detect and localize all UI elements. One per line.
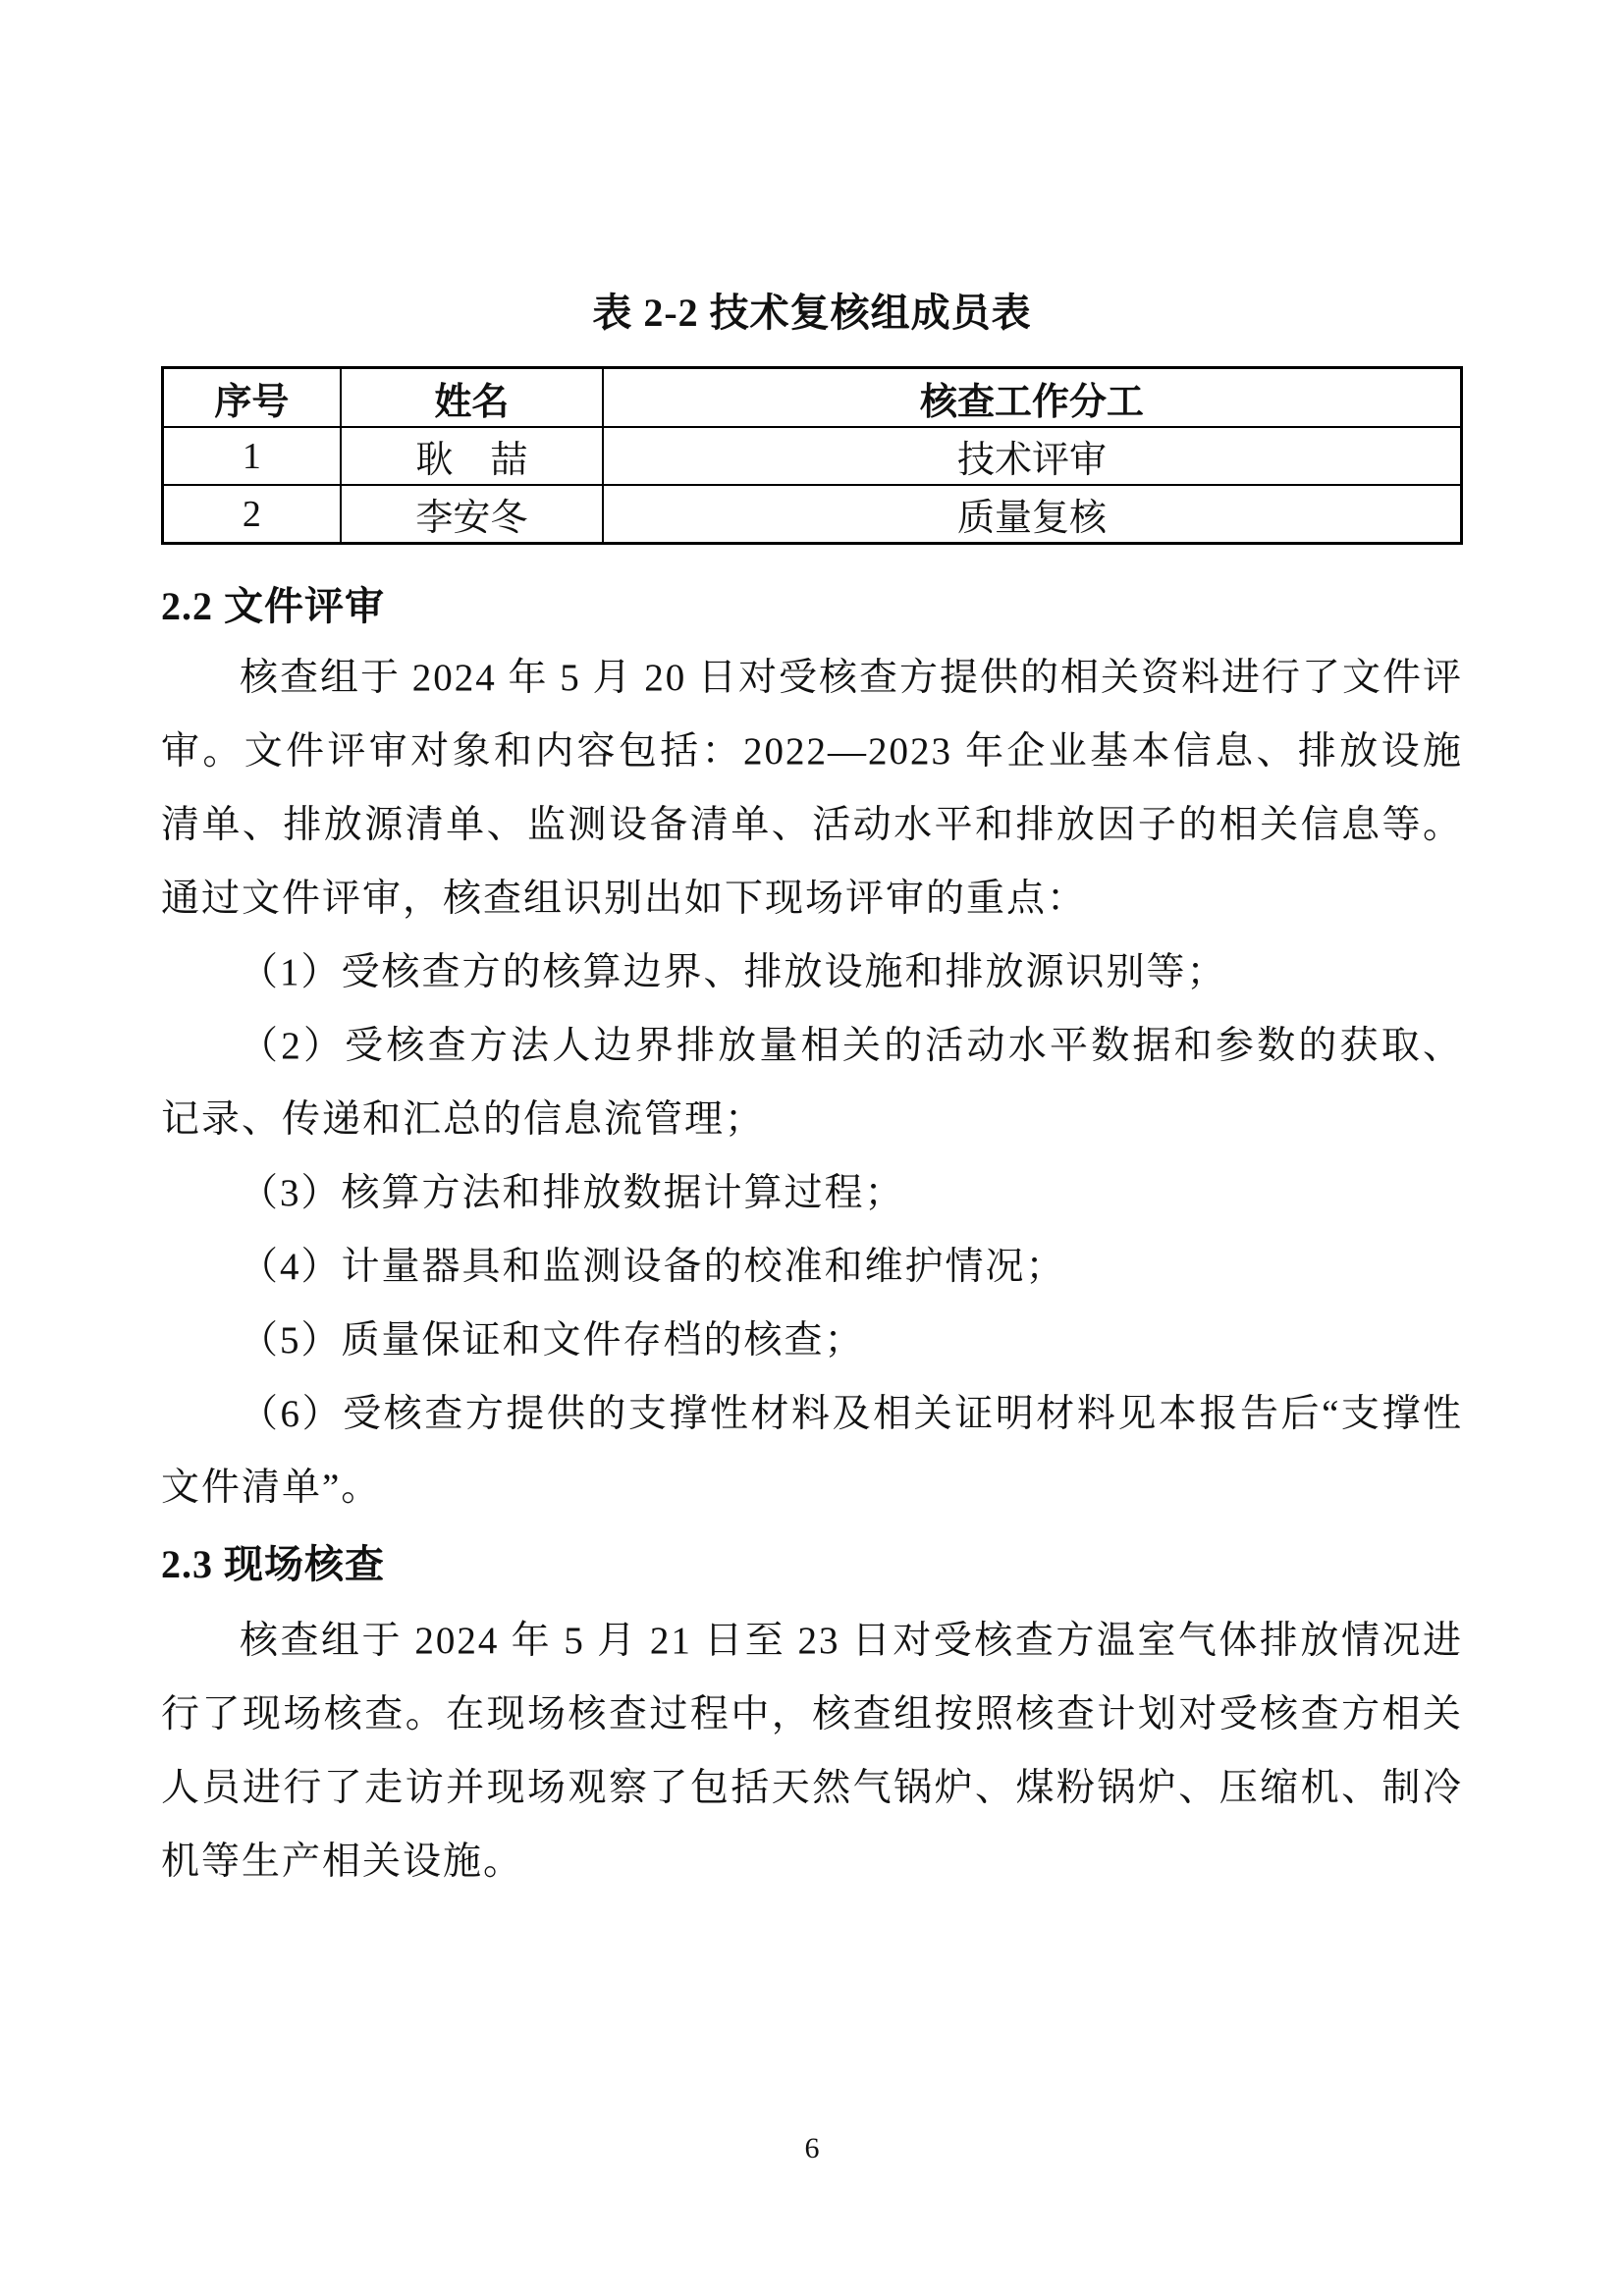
table-row — [163, 427, 1462, 485]
header-cell-duty: 核查工作分工 — [603, 368, 1462, 428]
list-item-5: （5）质量保证和文件存档的核查； — [240, 1319, 865, 1362]
list-item-2: （2）受核查方法人边界排放量相关的活动水平数据和参数的获取、记录、传递和汇总的信息流管理； — [161, 1025, 1463, 1141]
table-title: 表 2-2 技术复核组成员表 — [592, 291, 1032, 335]
list-item-3: （3）核算方法和排放数据计算过程； — [240, 1172, 905, 1214]
list-item-4: （4）计量器具和监测设备的校准和维护情况； — [240, 1246, 1066, 1288]
header-cell-name: 姓名 — [341, 368, 603, 428]
cell-number: 1 — [163, 427, 341, 485]
list-item-6: （6）受核查方提供的支撑性材料及相关证明材料见本报告后“支撑性文件清单”。 — [161, 1393, 1463, 1509]
section-heading-site-verification: 2.3 现场核查 — [161, 1542, 385, 1586]
cell-name: 李安冬 — [341, 485, 603, 544]
cell-duty: 技术评审 — [603, 427, 1462, 485]
table-row — [163, 485, 1462, 544]
header-cell-number: 序号 — [163, 368, 341, 428]
cell-number: 2 — [163, 485, 341, 544]
cell-name: 耿 喆 — [341, 427, 603, 485]
page-number: 6 — [804, 2132, 820, 2164]
site-verification-paragraph: 核查组于 2024 年 5 月 21 日至 23 日对受核查方温室气体排放情况进行了现场核查。在现场核查过程中，核查组按照核查计划对受核查方相关人员进行了走访并现场观察了包括天然气锅炉、煤粉锅炉、压缩机、制冷机等生产相关设施。 — [161, 1620, 1463, 1883]
cell-duty: 质量复核 — [603, 485, 1462, 544]
section-heading-document-review: 2.2 文件评审 — [161, 584, 385, 628]
members-table — [161, 366, 1463, 545]
document-review-paragraph: 核查组于 2024 年 5 月 20 日对受核查方提供的相关资料进行了文件评审。文件评审对象和内容包括：2022—2023 年企业基本信息、排放设施清单、排放源清单、监测设备清单、活动水平和排放因子的相关信息等。通过文件评审，核查组识别出如下现场评审的重点： — [161, 657, 1464, 920]
table-header-row — [163, 368, 1462, 428]
list-item-1: （1）受核查方的核算边界、排放设施和排放源识别等； — [240, 951, 1227, 993]
